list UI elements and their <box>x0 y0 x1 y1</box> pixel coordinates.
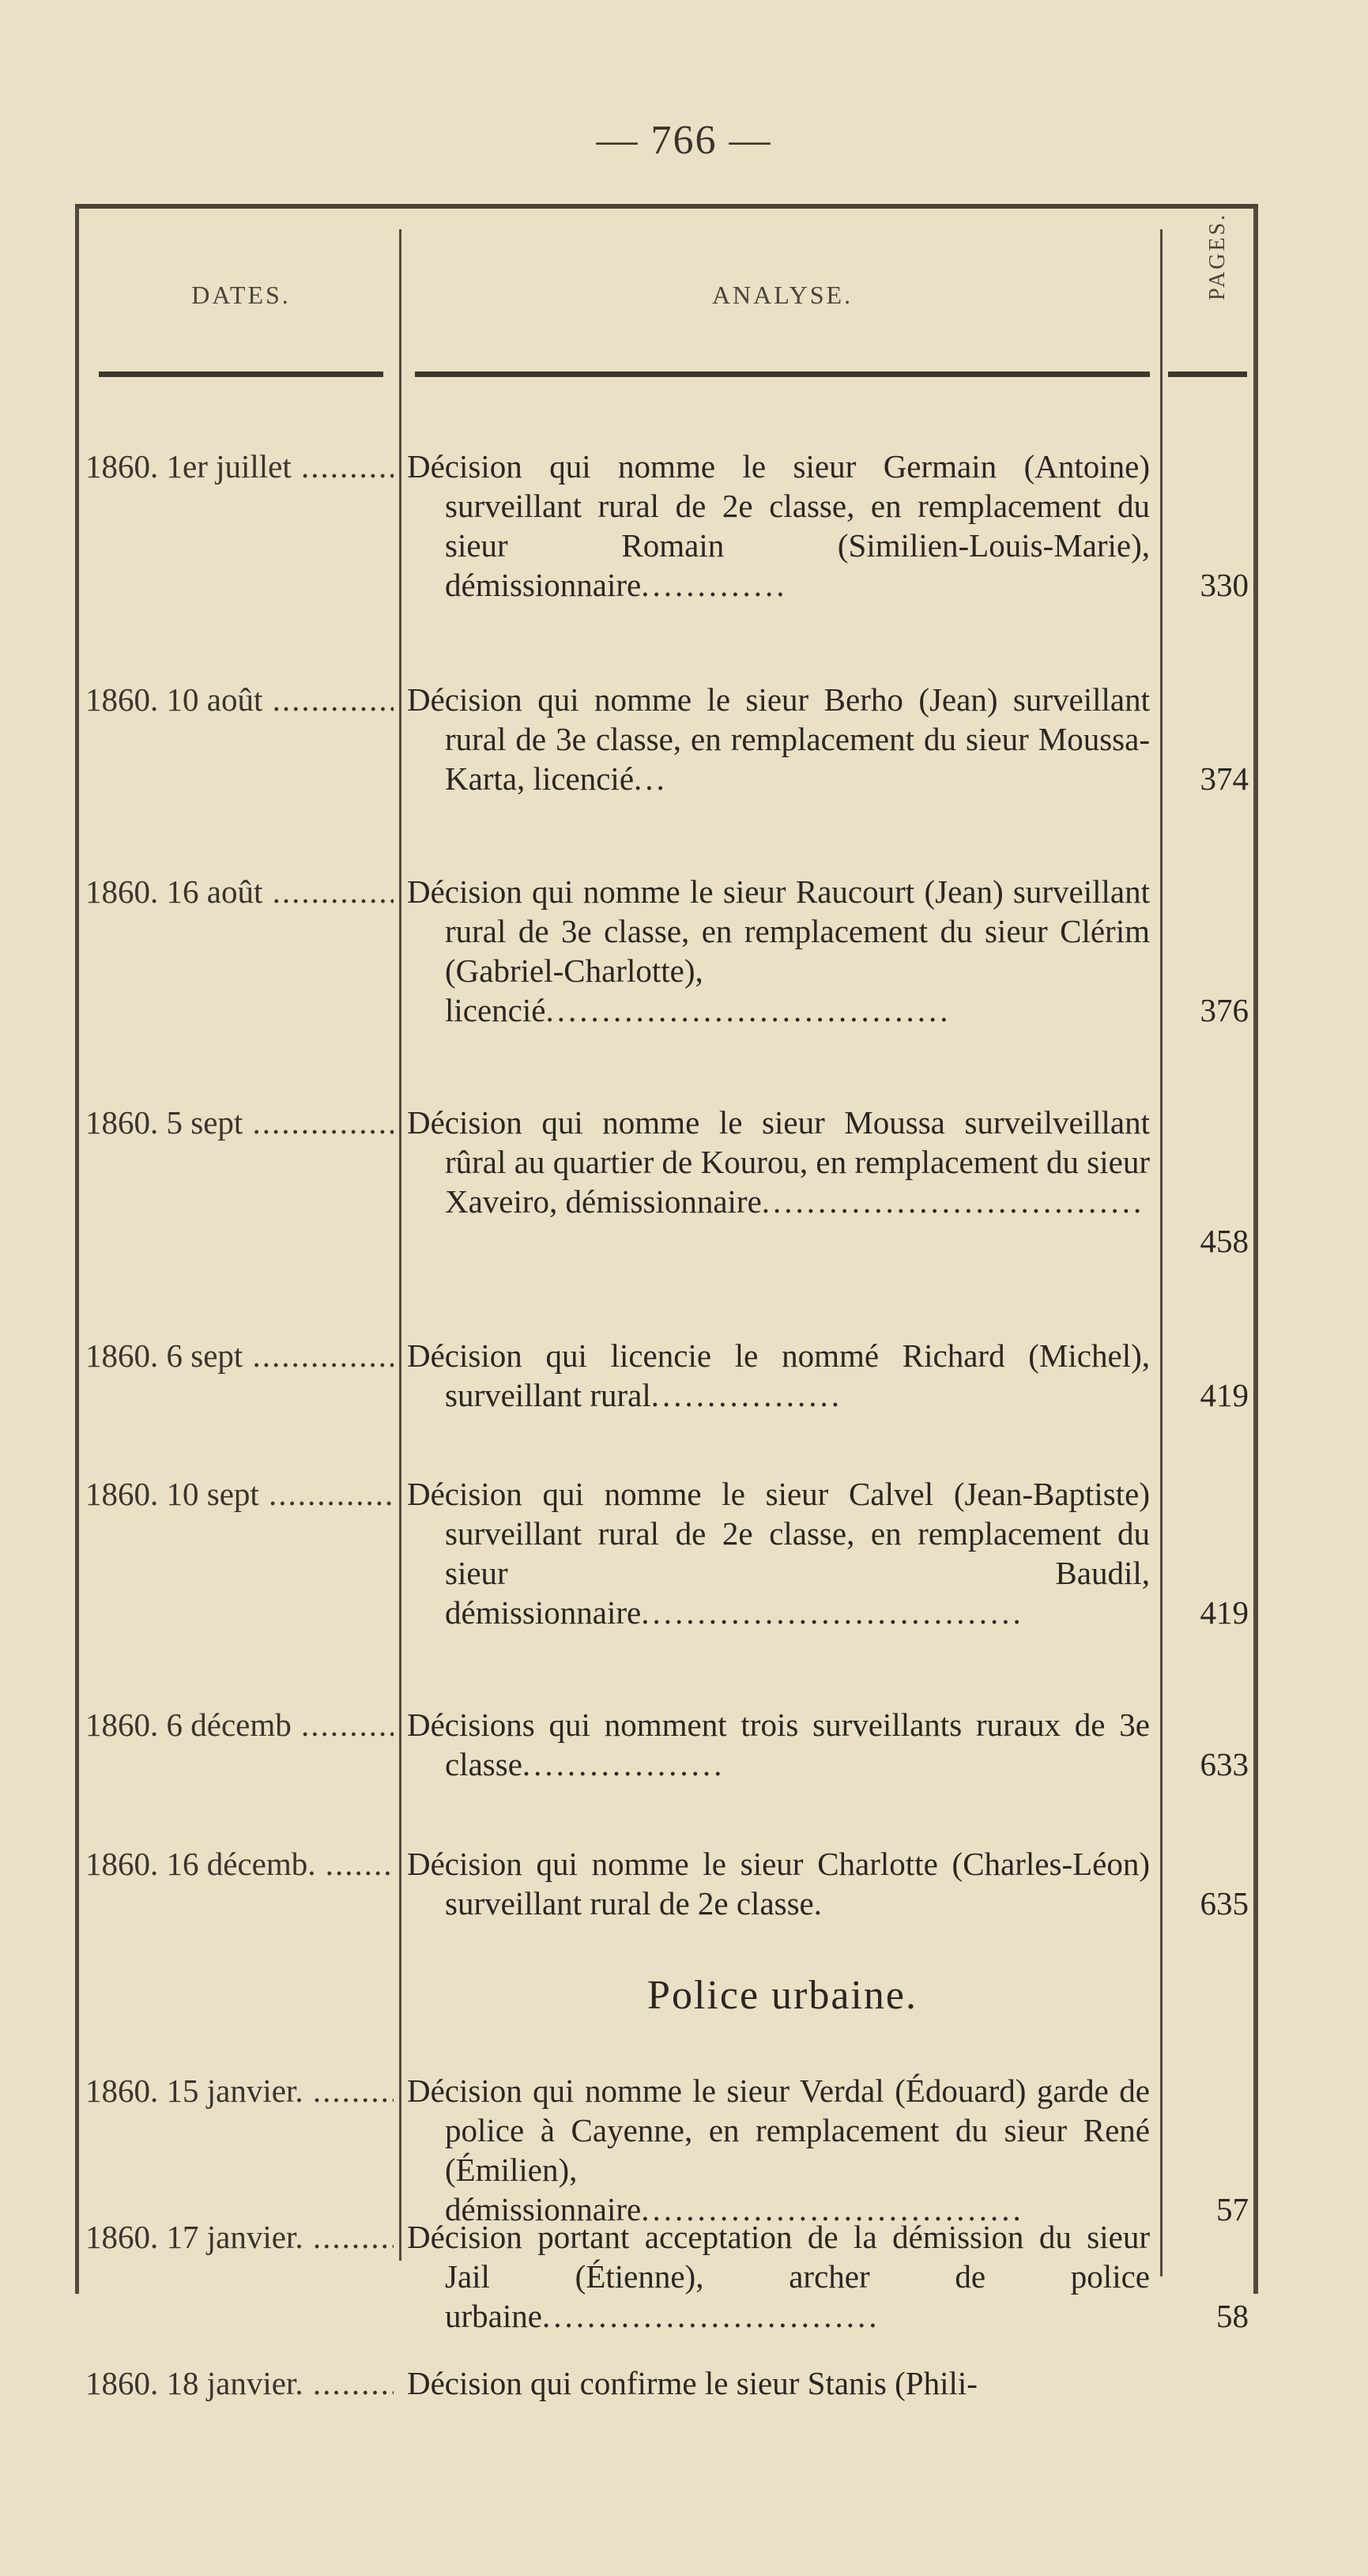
table-left-border <box>75 207 79 2294</box>
row-date: 1860. 15 janvier. ..... <box>85 2071 394 2110</box>
header-rule-pages <box>1168 372 1247 377</box>
header-rule-analyse <box>415 372 1150 377</box>
row-analysis: Décision qui nomme le sieur Calvel (Jean-Baptiste) surveillant rural de 2e classe, en remplacement du sieur Baudil, démissionnaire.................................. <box>407 1476 1150 1631</box>
row-page: 376 <box>1200 992 1249 1028</box>
row-date: 1860. 6 décemb ..... <box>85 1705 394 1744</box>
row-page: 419 <box>1200 1377 1249 1413</box>
row-page: 330 <box>1200 567 1249 603</box>
header-rule-dates <box>99 372 383 377</box>
row-page: 419 <box>1200 1594 1249 1631</box>
section-title: Police urbaine. <box>647 1973 918 2018</box>
row-analysis: Décisions qui nomment trois surveillants ruraux de 3e classe.................. <box>407 1707 1150 1782</box>
column-divider-date <box>399 229 401 2261</box>
header-analyse: ANALYSE. <box>711 281 854 309</box>
row-page: 57 <box>1216 2191 1249 2227</box>
row-analysis: Décision qui nomme le sieur Berho (Jean) surveillant rural de 3e classe, en remplacement du sieur Moussa-Karta, licencié... <box>407 681 1150 797</box>
header-dates: DATES. <box>191 281 291 309</box>
row-date: 1860. 16 août ..... <box>85 872 394 911</box>
row-date: 1860. 5 sept ..... <box>85 1103 394 1142</box>
row-date: 1860. 6 sept ..... <box>85 1336 394 1375</box>
row-analysis: Décision qui licencie le nommé Richard (Michel), surveillant rural................. <box>407 1337 1150 1413</box>
row-analysis: Décision qui nomme le sieur Verdal (Édouard) garde de police à Cayenne, en remplacement du sieur René (Émilien), démissionnaire.................................. <box>407 2072 1150 2227</box>
row-page: 458 <box>1200 1223 1249 1259</box>
row-date: 1860. 17 janvier. ..... <box>85 2217 394 2257</box>
column-divider-pages <box>1160 229 1163 2276</box>
table-right-border <box>1253 207 1258 2294</box>
row-analysis: Décision qui nomme le sieur Moussa surveilveillant rûral au quartier de Kourou, en remplacement du sieur Xaveiro, démissionnaire.................................. <box>407 1104 1150 1220</box>
row-date: 1860. 10 sept ..... <box>85 1474 394 1514</box>
header-pages: PAGES. <box>1205 212 1230 300</box>
row-date: 1860. 16 décemb. ..... <box>85 1844 394 1884</box>
row-date: 1860. 10 août ..... <box>85 680 394 719</box>
row-analysis: Décision qui nomme le sieur Raucourt (Jean) surveillant rural de 3e classe, en remplacement du sieur Clérim (Gabriel-Charlotte), licencié.................................... <box>407 873 1150 1028</box>
row-analysis: Décision qui nomme le sieur Charlotte (Charles-Léon) surveillant rural de 2e classe. <box>407 1846 1150 1922</box>
row-page: 374 <box>1200 760 1249 797</box>
page-number: — 766 — <box>596 118 772 163</box>
row-page: 58 <box>1216 2298 1249 2334</box>
table-top-border <box>75 204 1258 209</box>
row-date: 1860. 18 janvier. ..... <box>85 2363 394 2403</box>
row-date: 1860. 1er juillet ..... <box>85 447 394 486</box>
row-page: 635 <box>1200 1885 1249 1922</box>
row-page: 633 <box>1200 1746 1249 1782</box>
row-analysis: Décision portant acceptation de la démission du sieur Jail (Étienne), archer de police urbaine.............................. <box>407 2219 1150 2334</box>
row-analysis: Décision qui confirme le sieur Stanis (Phili- <box>407 2365 978 2401</box>
row-analysis: Décision qui nomme le sieur Germain (Antoine) surveillant rural de 2e classe, en remplacement du sieur Romain (Similien-Louis-Marie), démissionnaire............. <box>407 448 1150 603</box>
